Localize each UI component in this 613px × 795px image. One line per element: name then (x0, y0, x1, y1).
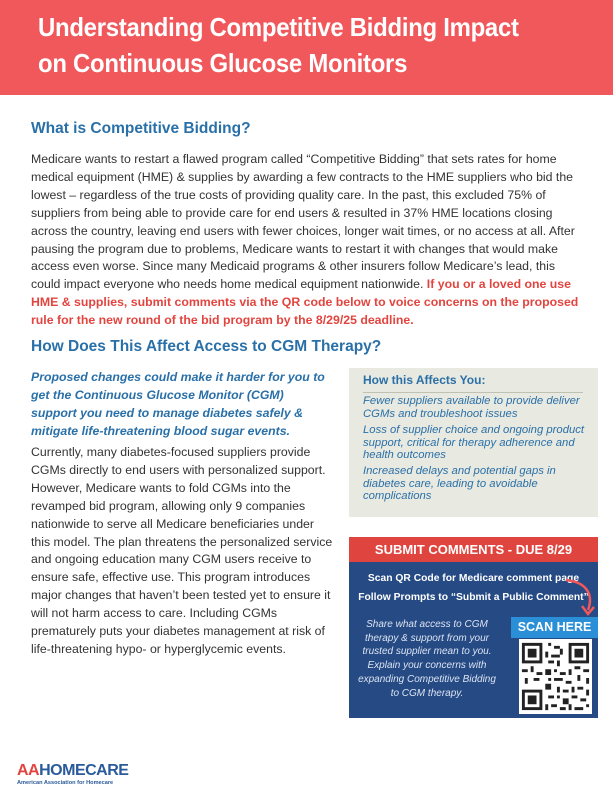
title-line-1: Understanding Competitive Bidding Impact (38, 12, 519, 42)
header-banner (0, 0, 613, 95)
submit-comments-banner: SUBMIT COMMENTS - DUE 8/29 (349, 537, 598, 562)
affects-panel (349, 368, 598, 517)
affects-item: Increased delays and potential gaps in diabetes care, leading to avoidable complications (363, 465, 556, 503)
affects-title: How this Affects You: (363, 373, 486, 387)
logo-homecare: HOMECARE (39, 762, 129, 779)
logo-aa: AA (17, 762, 40, 779)
logo-subtitle: American Association for Homecare (17, 780, 114, 786)
qr-code[interactable] (519, 639, 592, 714)
cgm-lead-text: Proposed changes could make it harder for you to get the Continuous Glucose Monitor (CGM) support you need to manage diabetes safely & mitigate life-threatening blood sugar events. (31, 370, 325, 438)
title-line-2: on Continuous Glucose Monitors (38, 48, 408, 78)
share-description: Share what access to CGM therapy & support from your trusted supplier mean to you. Explain your concerns with expanding Competitive Bidding to CGM therapy. (358, 619, 496, 699)
affects-item: Loss of supplier choice and ongoing product support, critical for therapy adherence and health outcomes (363, 424, 585, 462)
aahomecare-logo (17, 762, 128, 786)
intro-text: Medicare wants to restart a flawed program called “Competitive Bidding” that sets rates for home medical equipment (HME) & supplies by awarding a few contracts to the HME suppliers who bid the lowest – regardless of the true costs of providing quality care. In the past, this excluded 75% of suppliers from being able to provide care for end users & resulted in 37% HME locations closing across the country, leaving end users with fewer choices, longer wait times, or no access at all. After pausing the program due to problems, Medicare wants to restart it with changes that would make access even worse. Since many Medicaid programs & other insurers follow Medicare’s lead, this could impact everyone who needs home medical equipment nationwide. (31, 152, 575, 292)
section-heading-competitive-bidding: What is Competitive Bidding? (31, 120, 251, 137)
section-heading-cgm-access: How Does This Affect Access to CGM Therapy? (31, 338, 382, 355)
prompt-instruction: Follow Prompts to “Submit a Public Comment” (358, 592, 589, 603)
intro-call-to-action: If you or a loved one use HME & supplies, submit comments via the QR code below to voice concerns on the proposed rule for the new round of the bid program by the 8/29/25 deadline. (31, 277, 579, 328)
cgm-body-text: Currently, many diabetes-focused suppliers provide CGMs directly to end users with personalized support. However, Medicare wants to fold CGMs into the revamped bid program, allowing only 9 companies nationwide to serve all Medicare beneficiaries under this model. The plan threatens the personalized service and ongoing education many CGM users receive to ensure safe, effective use. This program introduces major changes that haven’t been tested yet to ensure it will not harm access to care. Including CGMs prematurely puts your diabetes management at risk of life-threatening hypo- or hyperglycemic events. (31, 445, 333, 656)
affects-item: Fewer suppliers available to provide deliver CGMs and troubleshoot issues (363, 395, 580, 420)
scan-instruction: Scan QR Code for Medicare comment page (367, 573, 580, 584)
page-title (38, 9, 553, 81)
affects-divider (363, 392, 583, 393)
intro-paragraph (31, 151, 584, 330)
scan-here-button[interactable]: SCAN HERE (511, 617, 598, 638)
curved-arrow-icon (560, 576, 600, 621)
